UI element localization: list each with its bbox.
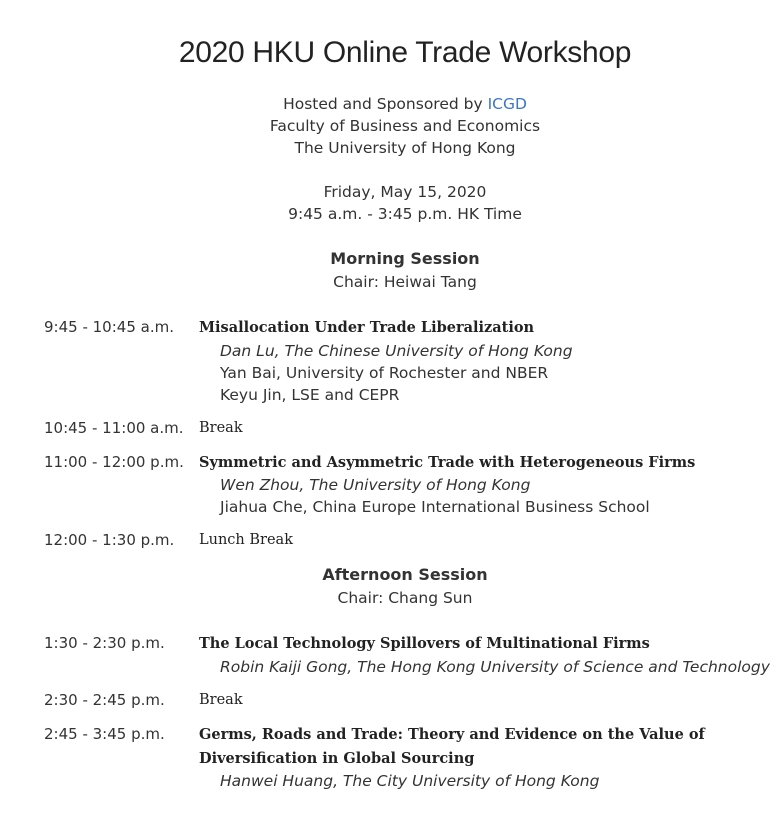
afternoon-session-title: Afternoon Session bbox=[322, 565, 488, 584]
slot-time: 1:30 - 2:30 p.m. bbox=[44, 634, 165, 652]
faculty-line: Faculty of Business and Economics bbox=[269, 117, 541, 135]
break-label: Break bbox=[199, 420, 243, 436]
afternoon-session-chair: Chair: Chang Sun bbox=[337, 589, 473, 607]
break-label: Break bbox=[199, 692, 243, 708]
author-presenter: Dan Lu, The Chinese University of Hong Kong bbox=[220, 342, 573, 360]
time-line: 9:45 a.m. - 3:45 p.m. HK Time bbox=[288, 205, 522, 223]
talk-title: Misallocation Under Trade Liberalization bbox=[199, 319, 535, 336]
slot-time: 10:45 - 11:00 a.m. bbox=[44, 419, 184, 437]
author-presenter: Hanwei Huang, The City University of Hong Kong bbox=[220, 772, 600, 790]
talk-title: The Local Technology Spillovers of Multinational Firms bbox=[199, 635, 650, 652]
slot-time: 12:00 - 1:30 p.m. bbox=[44, 531, 175, 549]
slot-time: 2:30 - 2:45 p.m. bbox=[44, 691, 165, 709]
morning-session-chair: Chair: Heiwai Tang bbox=[333, 273, 477, 291]
author: Keyu Jin, LSE and CEPR bbox=[220, 386, 400, 404]
hosted-prefix: Hosted and Sponsored by bbox=[283, 95, 488, 113]
university-line: The University of Hong Kong bbox=[294, 139, 516, 157]
icgd-link[interactable]: ICGD bbox=[487, 95, 527, 113]
author-presenter: Robin Kaiji Gong, The Hong Kong University of Science and Technology bbox=[220, 658, 770, 676]
page-title: 2020 HKU Online Trade Workshop bbox=[178, 36, 632, 69]
talk-title-line1: Germs, Roads and Trade: Theory and Evidence on the Value of bbox=[199, 726, 705, 743]
talk-title: Symmetric and Asymmetric Trade with Heterogeneous Firms bbox=[199, 454, 696, 471]
author-presenter: Wen Zhou, The University of Hong Kong bbox=[220, 476, 531, 494]
slot-time: 11:00 - 12:00 p.m. bbox=[44, 453, 184, 471]
hosted-line bbox=[0, 93, 770, 115]
author: Yan Bai, University of Rochester and NBER bbox=[220, 364, 549, 382]
date-line: Friday, May 15, 2020 bbox=[323, 183, 487, 201]
talk-title-line2: Diversification in Global Sourcing bbox=[199, 750, 475, 767]
author: Jiahua Che, China Europe International Business School bbox=[220, 498, 650, 516]
morning-session-title: Morning Session bbox=[330, 249, 480, 268]
slot-time: 9:45 - 10:45 a.m. bbox=[44, 318, 174, 336]
lunch-break-label: Lunch Break bbox=[199, 532, 293, 548]
slot-time: 2:45 - 3:45 p.m. bbox=[44, 725, 165, 743]
